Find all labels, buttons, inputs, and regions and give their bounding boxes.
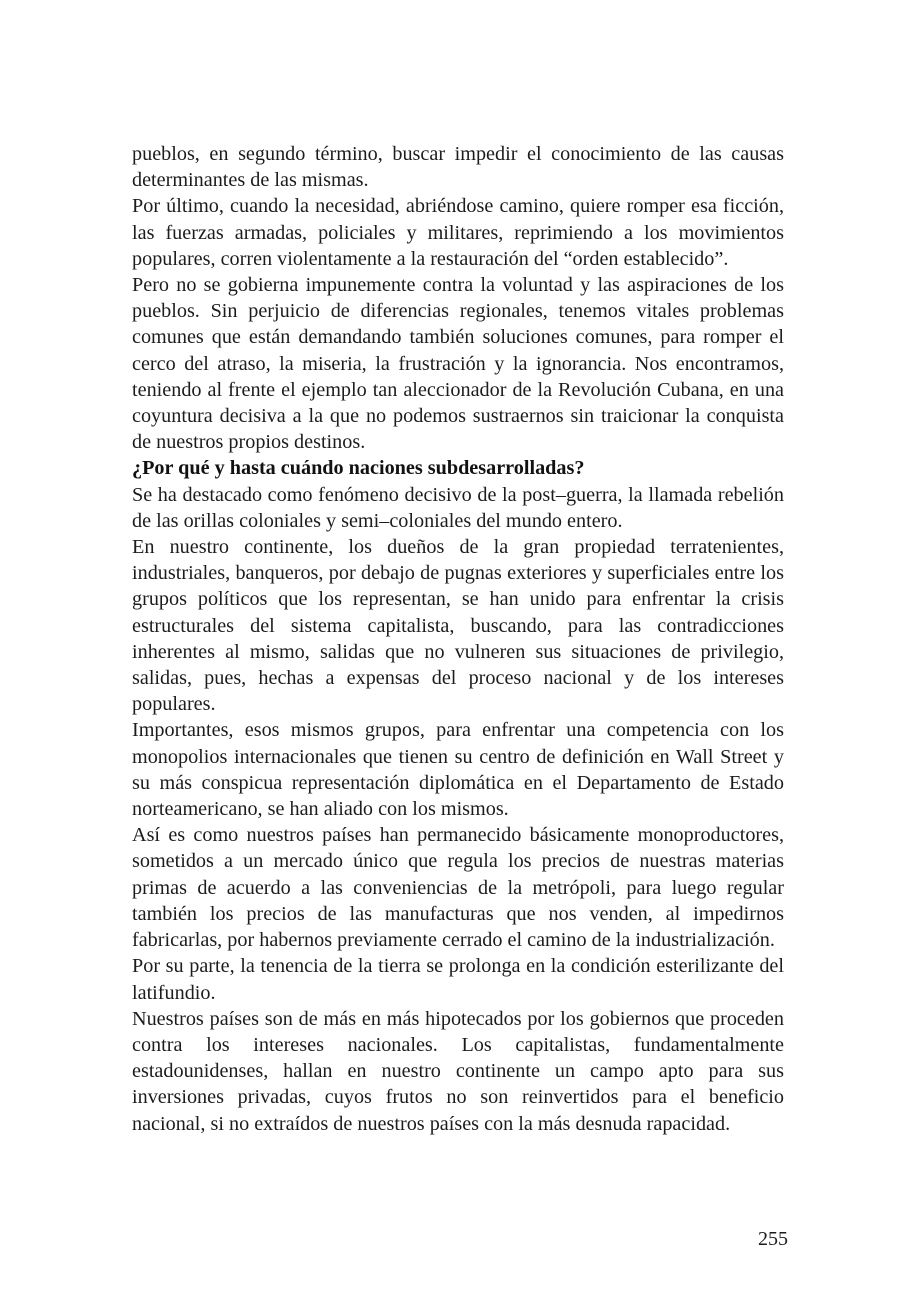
paragraph: En nuestro continente, los dueños de la gran propiedad terratenientes, industriales, banqueros, por debajo de pugnas exteriores y superficiales entre los grupos políticos que los representan, se han unido para enfrentar la crisis estructurales del sistema capitalista, buscando, para las contradicciones inherentes al mismo, salidas que no vulneren sus situaciones de privilegio, salidas, pues, hechas a expensas del proceso nacional y de los intereses populares. — [132, 536, 784, 716]
paragraph: Importantes, esos mismos grupos, para enfrentar una competencia con los monopolios internacionales que tienen su centro de definición en Wall Street y su más conspicua representación diplomática en el Departamento de Estado norteamericano, se han aliado con los mismos. — [132, 719, 784, 821]
paragraph: Se ha destacado como fenómeno decisivo de la post–guerra, la llamada rebelión de las orillas coloniales y semi–coloniales del mundo entero. — [132, 483, 784, 532]
paragraph: Pero no se gobierna impunemente contra la voluntad y las aspiraciones de los pueblos. Sin perjuicio de diferencias regionales, tenemos vitales problemas comunes que están demandando también soluciones comunes, para romper el cerco del atraso, la miseria, la frustración y la ignorancia. Nos encontramos, teniendo al frente el ejemplo tan aleccionador de la Revolución Cubana, en una coyuntura decisiva a la que no podemos sustraernos sin traicionar la conquista de nuestros propios destinos. — [132, 274, 784, 454]
paragraph: pueblos, en segundo término, buscar impedir el conocimiento de las causas determinantes de las mismas. — [132, 143, 784, 192]
page-number: 255 — [758, 1228, 788, 1250]
paragraph: Por su parte, la tenencia de la tierra se prolonga en la condición esterilizante del latifundio. — [132, 955, 784, 1004]
paragraph: Por último, cuando la necesidad, abriéndose camino, quiere romper esa ficción, las fuerzas armadas, policiales y militares, reprimiendo a los movimientos populares, corren violentamente a la restauración del “orden establecido”. — [132, 195, 784, 270]
section-heading: ¿Por qué y hasta cuándo naciones subdesarrolladas? — [132, 457, 585, 480]
paragraph: Nuestros países son de más en más hipotecados por los gobiernos que proceden contra los intereses nacionales. Los capitalistas, fundamentalmente estadounidenses, hallan en nuestro continente un campo apto para sus inversiones privadas, cuyos frutos no son reinvertidos para el beneficio nacional, si no extraídos de nuestros países con la más desnuda rapacidad. — [132, 1007, 784, 1135]
body-text — [132, 141, 784, 1137]
paragraph: Así es como nuestros países han permanecido básicamente monoproductores, sometidos a un mercado único que regula los precios de nuestras materias primas de acuerdo a las conveniencias de la metrópoli, para luego regular también los precios de las manufacturas que nos venden, al impedirnos fabricarlas, por habernos previamente cerrado el camino de la industrialización. — [132, 824, 784, 952]
